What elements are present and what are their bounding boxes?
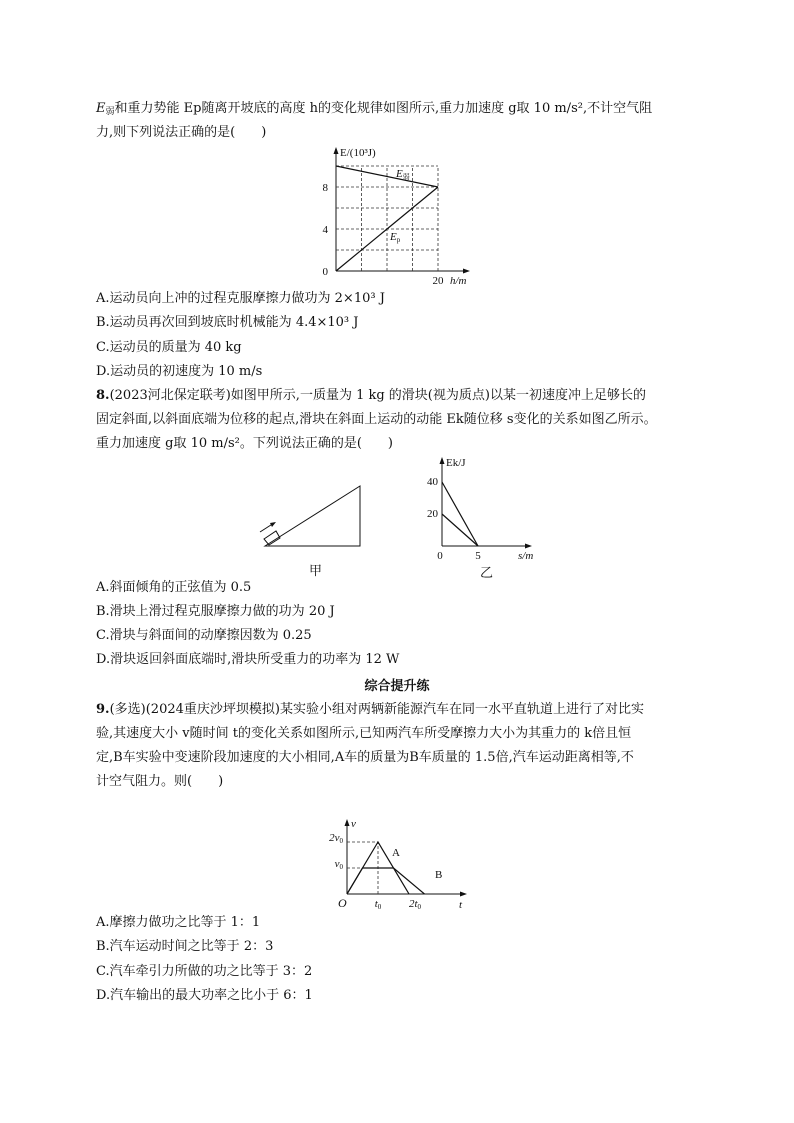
q7-option-b[interactable]: B.运动员再次回到坡底时机械能为 4.4×10³ J <box>96 315 359 330</box>
q8-option-b[interactable]: B.滑块上滑过程克服摩擦力做的功为 20 J <box>96 604 335 619</box>
q7-option-a[interactable]: A.运动员向上冲的过程克服摩擦力做功为 2×10³ J <box>96 291 385 306</box>
q8-xtick-5: 5 <box>475 550 481 562</box>
q8-stem-line1: 8.(2023河北保定联考)如图甲所示,一质量为 1 kg 的滑块(视为质点)以某一初速度冲上足够长的 <box>96 388 646 403</box>
q8-xlabel: s/m <box>518 550 534 562</box>
q9-origin: O <box>338 896 347 910</box>
q7-ylabel: E/(10³J) <box>340 147 376 159</box>
q9-stem-line1: 9.(多选)(2024重庆沙坪坝模拟)某实验小组对两辆新能源汽车在同一水平直轨道上进行了对比实 <box>96 702 644 717</box>
q8-fig-yi-label: 乙 <box>480 566 494 581</box>
q7-option-d[interactable]: D.运动员的初速度为 10 m/s <box>96 364 263 379</box>
q9-stem-line3: 定,B车实验中变速阶段加速度的大小相同,A车的质量为B车质量的 1.5倍,汽车运动距离相等,不 <box>96 750 634 765</box>
q8-ytick-40: 40 <box>427 476 438 488</box>
q8-option-c[interactable]: C.滑块与斜面间的动摩擦因数为 0.25 <box>96 628 312 643</box>
q7-xtick-20: 20 <box>432 275 444 287</box>
q8-number: 8. <box>96 388 110 403</box>
q8-series-down <box>442 514 478 546</box>
q7-stem-line2: 力,则下列说法正确的是( ) <box>96 125 267 140</box>
q7-ytick-0: 0 <box>322 266 328 278</box>
q7-option-c[interactable]: C.运动员的质量为 40 kg <box>96 340 242 355</box>
q9-label-a: A <box>392 847 400 859</box>
q7-energy-height-chart <box>300 145 480 290</box>
q9-number: 9. <box>96 702 110 717</box>
q7-stem-line1: E弱和重力势能 Ep随离开坡底的高度 h的变化规律如图所示,重力加速度 g取 10 m/s²,不计空气阻 <box>96 101 653 117</box>
q9-label-b: B <box>435 869 443 881</box>
q9-v-t-chart <box>315 815 475 910</box>
q9-option-d[interactable]: D.汽车输出的最大功率之比小于 6：1 <box>96 988 313 1003</box>
q9-ytick-v0: v0 <box>334 858 343 871</box>
q7-ytick-4: 4 <box>322 224 328 236</box>
q8-fig-jia-label: 甲 <box>309 564 323 579</box>
q7-label-e: E弱 <box>396 168 410 181</box>
q9-stem-line2: 验,其速度大小 v随时间 t的变化关系如图所示,已知两汽车所受摩擦力大小为其重力的 k倍且恒 <box>96 726 632 741</box>
q8-ylabel: Ek/J <box>446 457 466 469</box>
q9-stem-line4: 计空气阻力。则( ) <box>96 774 224 789</box>
q8-stem-line2: 固定斜面,以斜面底端为位移的起点,滑块在斜面上运动的动能 Ek随位移 s变化的关系如图乙所示。 <box>96 412 657 427</box>
q7-xlabel: h/m <box>450 275 467 287</box>
q9-xtick-2t0: 2t0 <box>408 898 422 911</box>
q8-ytick-0: 0 <box>437 550 443 562</box>
q9-option-b[interactable]: B.汽车运动时间之比等于 2：3 <box>96 939 274 954</box>
section-title: 综合提升练 <box>364 679 430 694</box>
q8-option-a[interactable]: A.斜面倾角的正弦值为 0.5 <box>96 580 252 595</box>
q8-incline-figure <box>255 478 370 553</box>
q7-ytick-8: 8 <box>322 182 328 194</box>
q9-xlabel: t <box>459 899 463 911</box>
q9-ytick-2v0: 2v0 <box>329 832 343 845</box>
q8-series-up <box>442 482 478 546</box>
q8-ytick-20: 20 <box>427 508 438 520</box>
q7-label-ep: Ep <box>390 231 401 244</box>
q9-xtick-t0: t0 <box>374 898 382 911</box>
q8-option-d[interactable]: D.滑块返回斜面底端时,滑块所受重力的功率为 12 W <box>96 652 400 667</box>
q9-series-b <box>347 868 425 894</box>
q9-option-c[interactable]: C.汽车牵引力所做的功之比等于 3：2 <box>96 964 313 979</box>
q8-ek-s-chart <box>420 455 540 565</box>
q8-stem-line3: 重力加速度 g取 10 m/s²。下列说法正确的是( ) <box>96 436 393 451</box>
q9-ylabel: v <box>351 818 356 830</box>
q9-option-a[interactable]: A.摩擦力做功之比等于 1：1 <box>96 915 261 930</box>
